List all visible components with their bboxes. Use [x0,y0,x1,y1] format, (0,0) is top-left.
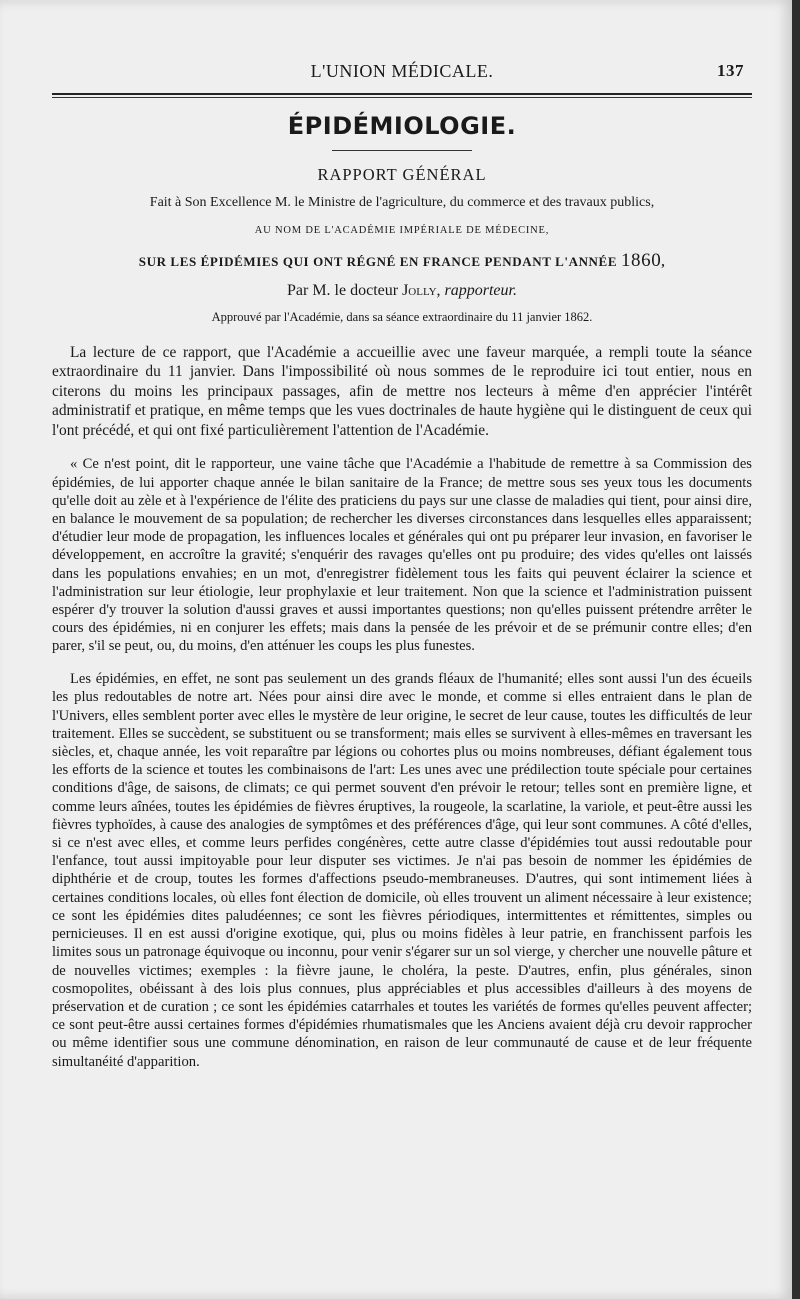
report-subject-text: SUR LES ÉPIDÉMIES QUI ONT RÉGNÉ EN FRANCE PENDANT L'ANNÉE [138,254,618,269]
intro-paragraph: La lecture de ce rapport, que l'Académie a accueillie avec une faveur marquée, a rempli toute la séance extraordinaire du 11 janvier. Dans l'impossibilité où nous sommes de le reproduire ici tout entier, nous en citerons du moins les principaux passages, afin de mettre nos lecteurs à même d'en apprécier l'intérêt administratif et pratique, en même temps que les vues doctrinales de haute hygiène qui le distinguent de ceux qui l'ont précédé, et qui ont fixé particulièrement l'attention de l'Académie. [52,344,752,439]
report-author: Par M. le docteur Jolly, rapporteur. [287,282,517,299]
author-role: rapporteur. [444,282,517,299]
title-rule [332,150,472,151]
report-subject-end: , [661,254,666,269]
report-subject [52,250,752,272]
body-paragraph-1: « Ce n'est point, dit le rapporteur, une vaine tâche que l'Académie a l'habitude de remettre à sa Commission des épidémies, de lui apporter chaque année le bilan sanitaire de la France; de mettre sous ses yeux tous les documents qu'elle doit au zèle et à l'expérience de l'élite des praticiens du pays sur une classe de maladies qui tient, pour ainsi dire, en balance le mouvement de sa population; de rechercher les diverses circonstances dans lesquelles elles apparaissent; d'étudier leur mode de propagation, les influences locales et générales qui ont pu préparer leur invasion, en favoriser le développement, en accroître la gravité; s'enquérir des ravages qu'elles ont pu produire; des vides qu'elles ont laissés dans les populations envahies; en un mot, d'enregistrer fidèlement tous les faits qui peuvent éclairer la science et l'administration sur leur étiologie, leur prophylaxie et leur traitement. Non que la science et l'administration puissent espérer d'y trouver la solution d'aussi graves et aussi importantes questions; non qu'elles puissent prétendre arrêter le cours des épidémies, ni en conjurer les effets; mais dans la pensée de les prévoir et de se prémunir contre elles; d'en parer, s'il se peut, ou, du moins, d'en atténuer les coups les plus funestes. [52,456,752,655]
section-title: ÉPIDÉMIOLOGIE. [287,112,517,140]
page-number: 137 [717,61,744,80]
report-approval: Approuvé par l'Académie, dans sa séance extraordinaire du 11 janvier 1862. [211,310,593,324]
report-subject-year: 1860 [620,250,662,271]
report-on-behalf: AU NOM DE L'ACADÉMIE IMPÉRIALE DE MÉDECINE, [254,225,550,236]
header-rule-thin [52,97,752,98]
report-addressee: Fait à Son Excellence M. le Ministre de l'agriculture, du commerce et des travaux publics, [149,195,655,210]
header-rule [52,93,752,95]
report-heading: RAPPORT GÉNÉRAL [317,165,487,184]
running-head [52,55,752,85]
author-name: Jolly [402,282,437,299]
body-paragraph-2: Les épidémies, en effet, ne sont pas seulement un des grands fléaux de l'humanité; elles sont aussi l'un des écueils les plus redoutables de notre art. Nées pour ainsi dire avec le monde, et comme si elles entraient dans le plan de l'Univers, elles semblent porter avec elles le mystère de leur origine, le secret de leur cause, toutes les difficultés de leur traitement. Elles se succèdent, se substituent ou se transforment; mais elles se survivent à elles-mêmes en traversant les siècles, et, chaque année, les voit reparaître par légions ou cohortes plus ou moins nombreuses, défiant également tous les efforts de la science et toutes les combinaisons de l'art: Les unes avec une prédilection toute spéciale pour certaines conditions d'âge, de saisons, de climats; ce qui permet souvent d'en prévoir le retour; telles sont en première ligne, et comme leurs aînées, toutes les épidémies de fièvres éruptives, la rougeole, la scarlatine, la variole, et peut-être aussi les fièvres typhoïdes, à cause des analogies de symptômes et des préférences d'âge, qui leur sont communes. A côté d'elles, si ce n'est avec elles, et comme leurs perfides congénères, cette autre classe d'épidémies tout aussi redoutable pour l'enfance, tout aussi impitoyable pour leur disputer ses victimes. Je n'ai pas besoin de nommer les épidémies de diphthérie et de croup, toutes les formes d'affections pseudo-membraneuses. D'autres, qui sont intimement liées à certaines conditions locales, où elles font élection de domicile, où elles trouvent un aliment nécessaire à leur existence; ce sont les épidémies dites paludéennes; ce sont les fièvres périodiques, intermittentes et rémittentes, simples ou pernicieuses. Il en est aussi d'origine exotique, qui, plus ou moins fidèles à leur patrie, en franchissent parfois les limites sous un patronage équivoque ou inconnu, pour venir s'égarer sur un sol vierge, y chercher une nouvelle pâture et de nouvelles victimes; exemples : la fièvre jaune, le choléra, la peste. D'autres, enfin, plus générales, sinon cosmopolites, obéissant à des lois plus connues, plus appréciables et plus accessibles d'ailleurs à des moyens de préservation et de curation ; ce sont les épidémies catarrhales et toutes les variétés de formes qu'elles peuvent affecter; ce sont peut-être aussi certaines formes d'épidémies rhumatismales que les Anciens avaient déjà cru devoir rapprocher ou même identifier sous une commune dénomination, en raison de leur communauté de cause et de leur fréquente simultanéité d'apparition. [52,671,752,1070]
journal-title: L'UNION MÉDICALE. [310,61,494,81]
author-prefix: Par M. le docteur [287,282,399,299]
page-content [52,55,752,1085]
